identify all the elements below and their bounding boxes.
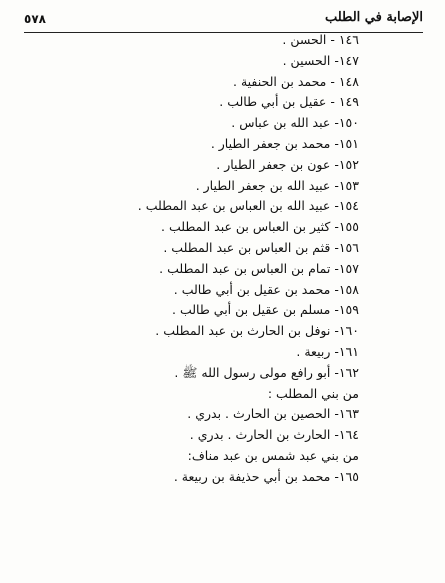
section-heading: من بني عبد شمس بن عبد مناف: xyxy=(187,447,359,463)
list-line: ١٤٩ - عقيل بن أبي طالب . xyxy=(219,94,359,110)
name-list xyxy=(20,30,359,488)
list-line: ١٦٤- الحارث بن الحارث . بدري . xyxy=(189,427,359,443)
list-line: ١٥٣- عبيد الله بن جعفر الطيار . xyxy=(195,177,359,193)
list-line: ١٦٥- محمد بن أبي حذيفة بن ربيعة . xyxy=(173,468,359,484)
running-title: الإصابة في الطلب xyxy=(324,10,423,25)
list-line: ١٥٤- عبيد الله بن العباس بن عبد المطلب . xyxy=(137,198,359,214)
list-line: ١٥٩- مسلم بن عقيل بن أبي طالب . xyxy=(172,302,359,318)
list-line: ١٦٠- نوفل بن الحارث بن عبد المطلب . xyxy=(155,323,359,339)
list-line: ١٤٨ - محمد بن الحنفية . xyxy=(233,73,359,89)
page-number: ٥٧٨ xyxy=(24,12,46,26)
list-line: ١٦١- ربيعة . xyxy=(296,343,359,359)
list-line: ١٤٦ - الحسن . xyxy=(282,32,359,47)
list-line: ١٥١- محمد بن جعفر الطيار . xyxy=(210,135,359,151)
list-line: ١٥٦- قثم بن العباس بن عبد المطلب . xyxy=(163,239,359,255)
list-line: ١٤٧- الحسين . xyxy=(282,52,359,68)
list-line: ١٥٨- محمد بن عقيل بن أبي طالب . xyxy=(173,281,359,297)
list-line: ١٦٢- أبو رافع مولى رسول الله ﷺ . xyxy=(174,364,359,380)
section-heading: من بني المطلب : xyxy=(267,385,359,401)
list-line: ١٦٣- الحصين بن الحارث . بدري . xyxy=(187,406,359,422)
list-line: ١٥٢- عون بن جعفر الطيار . xyxy=(216,156,359,172)
list-line: ١٥٧- تمام بن العباس بن عبد المطلب . xyxy=(159,260,359,276)
list-line: ١٥٠- عبد الله بن عباس . xyxy=(231,115,359,131)
list-line: ١٥٥- كثير بن العباس بن عبد المطلب . xyxy=(161,219,359,235)
